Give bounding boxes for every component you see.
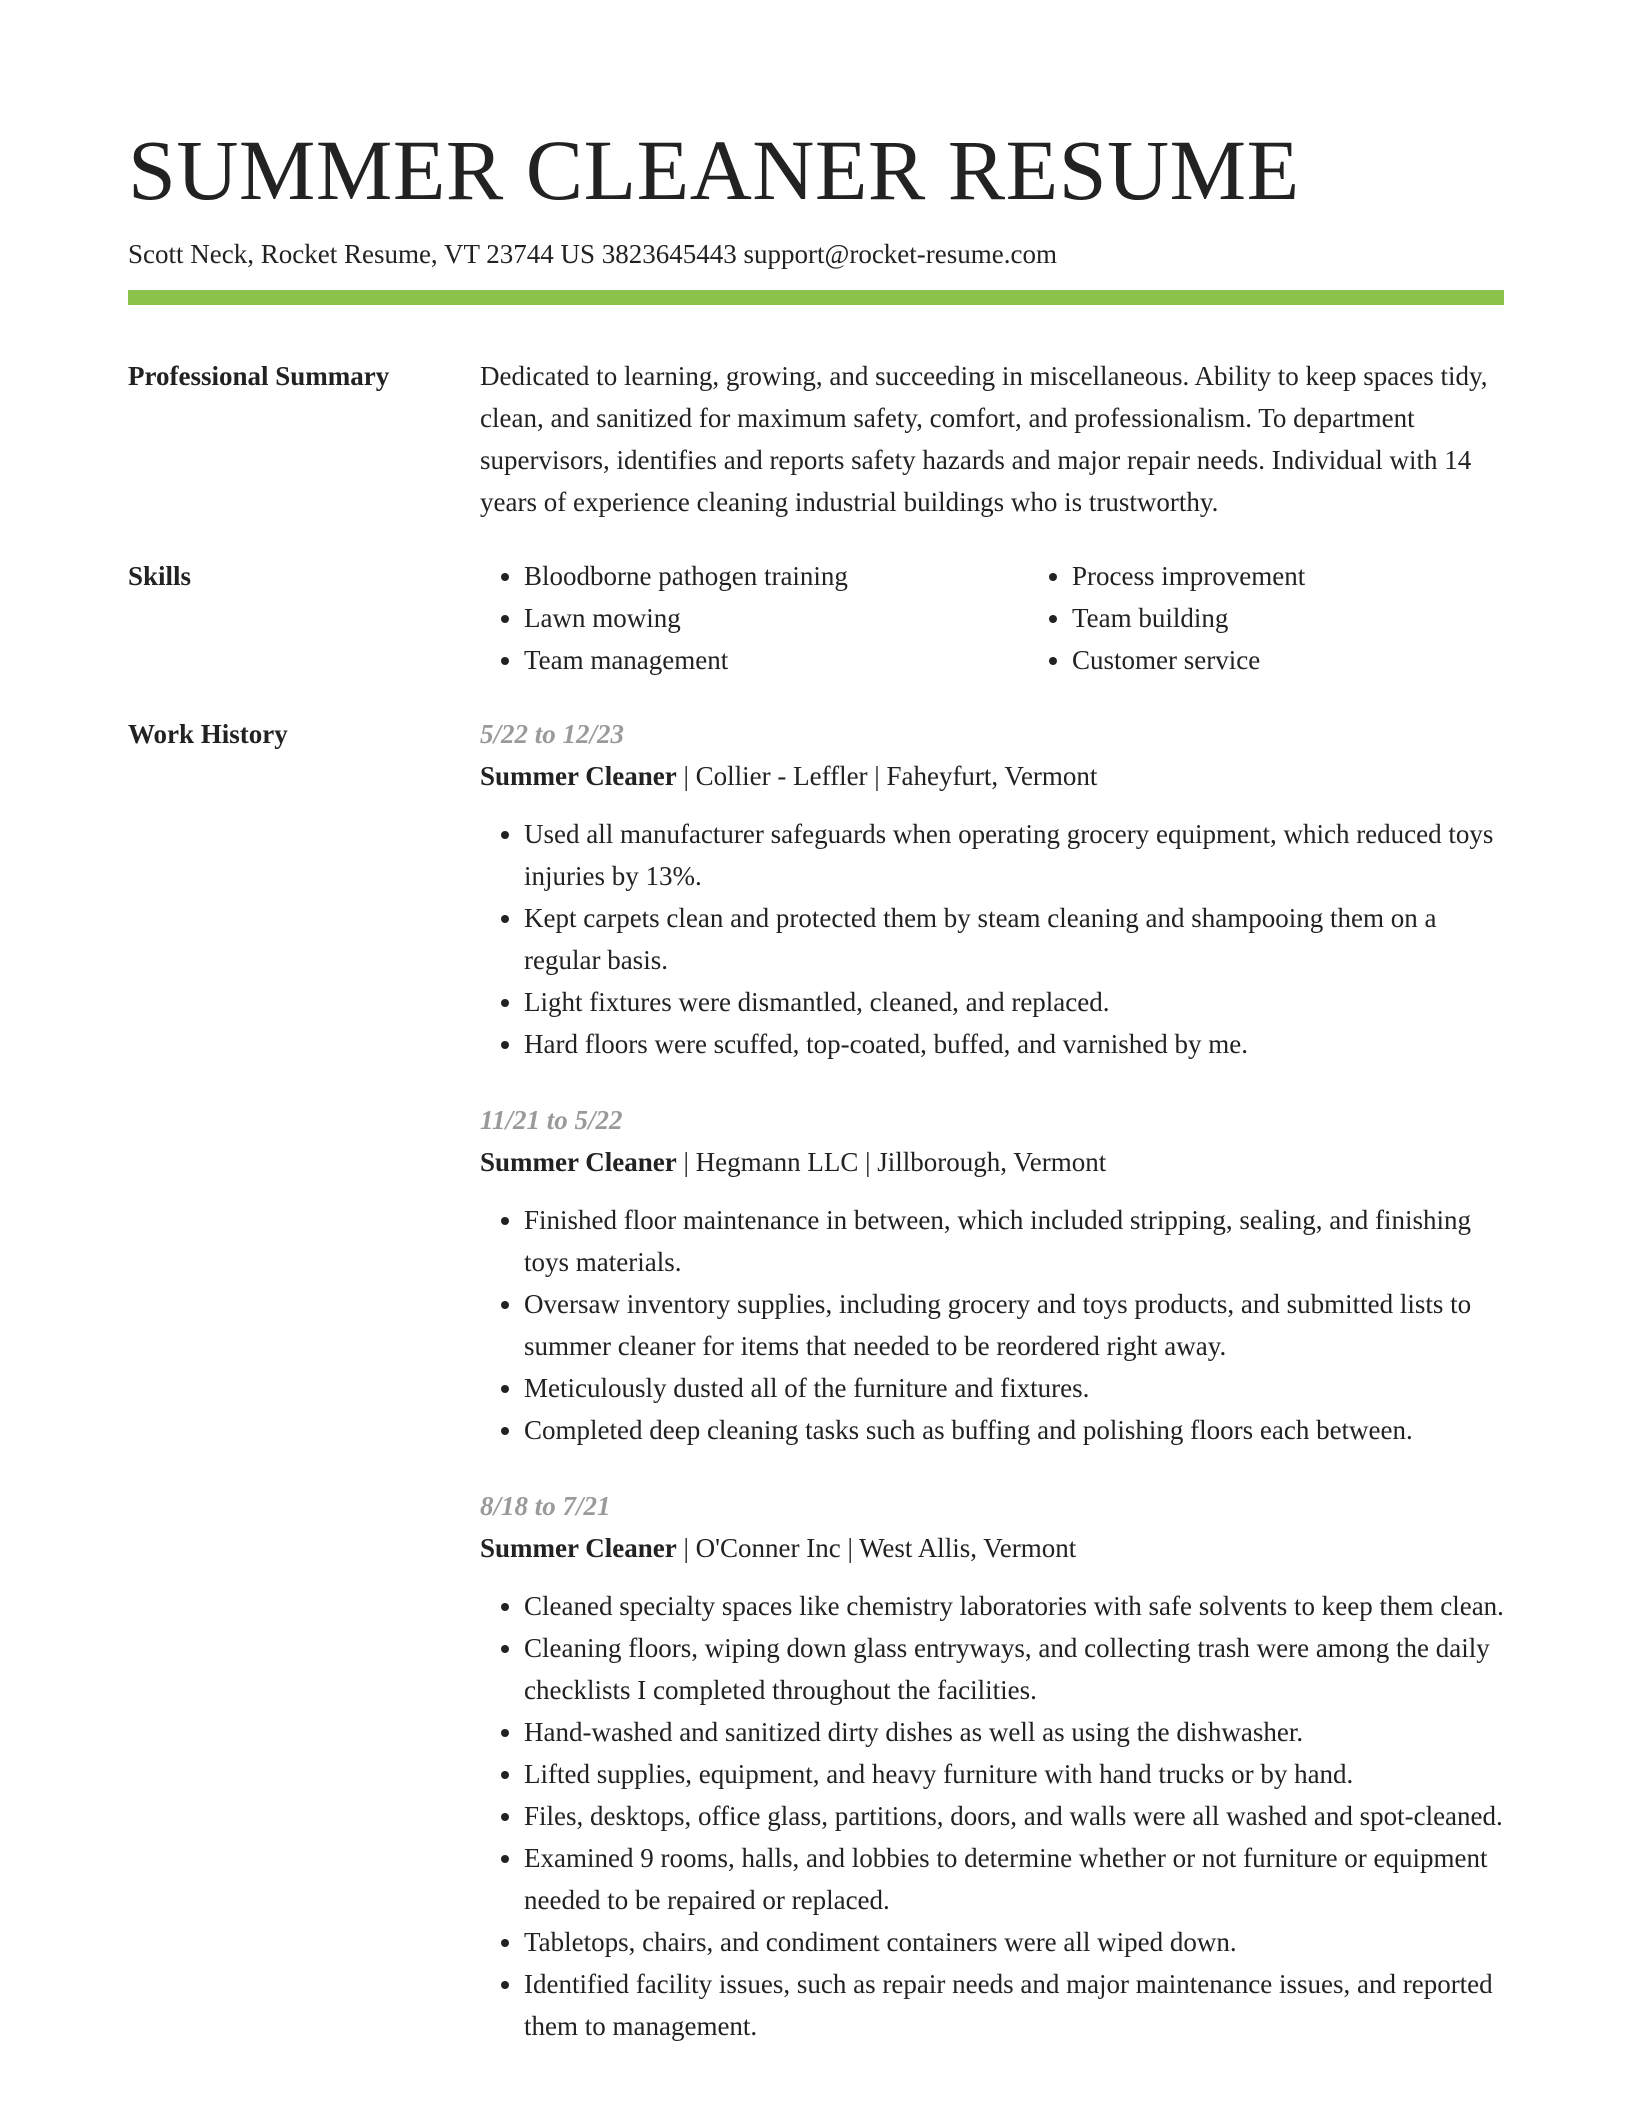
contact-phone: 3823645443 xyxy=(601,239,737,269)
job-bullet-list xyxy=(480,813,1504,1065)
skill-item: • Lawn mowing xyxy=(524,597,1028,639)
skill-item: • Customer service xyxy=(1072,639,1576,681)
job-bullet: • Completed deep cleaning tasks such as buffing and polishing floors each between. xyxy=(524,1409,1504,1451)
job-entry xyxy=(480,1099,1504,1451)
skills-grid xyxy=(480,555,1576,681)
job-bullet: • Meticulously dusted all of the furniture and fixtures. xyxy=(524,1367,1504,1409)
work-history-section xyxy=(128,713,1504,2047)
job-bullet: • Oversaw inventory supplies, including grocery and toys products, and submitted lists to summer cleaner for items that needed to be reordered right away. xyxy=(524,1283,1504,1367)
contact-line xyxy=(128,236,1504,272)
job-title-line xyxy=(480,1141,1504,1183)
job-bullet-list xyxy=(480,1199,1504,1451)
job-bullet: • Tabletops, chairs, and condiment containers were all wiped down. xyxy=(524,1921,1504,1963)
job-title: Summer Cleaner xyxy=(480,1147,677,1177)
contact-email: support@rocket-resume.com xyxy=(743,239,1057,269)
job-bullet: • Light fixtures were dismantled, cleaned, and replaced. xyxy=(524,981,1504,1023)
job-employer-location: | Hegmann LLC | Jillborough, Vermont xyxy=(676,1147,1107,1177)
skills-column-2 xyxy=(1028,555,1576,681)
job-dates: 5/22 to 12/23 xyxy=(480,719,625,749)
resume-page xyxy=(128,0,1504,2047)
job-title-line xyxy=(480,1527,1504,1569)
job-entry xyxy=(480,713,1504,1065)
job-bullet: • Kept carpets clean and protected them by steam cleaning and shampooing them on a regular basis. xyxy=(524,897,1504,981)
contact-name-address: Scott Neck, Rocket Resume, VT 23744 US xyxy=(128,239,595,269)
job-entry xyxy=(480,1485,1504,2047)
job-bullet: • Lifted supplies, equipment, and heavy furniture with hand trucks or by hand. xyxy=(524,1753,1504,1795)
job-dates: 8/18 to 7/21 xyxy=(480,1491,611,1521)
job-dates: 11/21 to 5/22 xyxy=(480,1105,623,1135)
job-bullet-list xyxy=(480,1585,1504,2047)
section-label-work-history: Work History xyxy=(128,719,288,749)
job-bullet: • Files, desktops, office glass, partitions, doors, and walls were all washed and spot-cleaned. xyxy=(524,1795,1504,1837)
skills-column-1 xyxy=(480,555,1028,681)
job-bullet: • Hard floors were scuffed, top-coated, buffed, and varnished by me. xyxy=(524,1023,1504,1065)
summary-text: Dedicated to learning, growing, and succeeding in miscellaneous. Ability to keep spaces tidy, clean, and sanitized for maximum safety, comfort, and professionalism. To department supervisors, identifies and reports safety hazards and major repair needs. Individual with 14 years of experience cleaning industrial buildings who is trustworthy. xyxy=(480,361,1488,517)
job-bullet: • Identified facility issues, such as repair needs and major maintenance issues, and reported them to management. xyxy=(524,1963,1504,2047)
skill-item: • Bloodborne pathogen training xyxy=(524,555,1028,597)
header-divider xyxy=(128,290,1504,305)
work-history-body xyxy=(480,713,1504,2047)
skills-section xyxy=(128,555,1504,681)
job-bullet: • Examined 9 rooms, halls, and lobbies to determine whether or not furniture or equipment needed to be repaired or replaced. xyxy=(524,1837,1504,1921)
job-employer-location: | O'Conner Inc | West Allis, Vermont xyxy=(676,1533,1077,1563)
job-bullet: • Cleaned specialty spaces like chemistry laboratories with safe solvents to keep them clean. xyxy=(524,1585,1504,1627)
job-title: Summer Cleaner xyxy=(480,1533,677,1563)
section-label-summary: Professional Summary xyxy=(128,361,390,391)
job-bullet: • Cleaning floors, wiping down glass entryways, and collecting trash were among the daily checklists I completed throughout the facilities. xyxy=(524,1627,1504,1711)
summary-body xyxy=(480,355,1504,523)
section-label-skills: Skills xyxy=(128,561,192,591)
skill-item: • Process improvement xyxy=(1072,555,1576,597)
job-employer-location: | Collier - Leffler | Faheyfurt, Vermont xyxy=(676,761,1098,791)
job-title: Summer Cleaner xyxy=(480,761,677,791)
skill-item: • Team building xyxy=(1072,597,1576,639)
job-title-line xyxy=(480,755,1504,797)
job-bullet: • Finished floor maintenance in between, which included stripping, sealing, and finishing toys materials. xyxy=(524,1199,1504,1283)
skill-item: • Team management xyxy=(524,639,1028,681)
professional-summary-section xyxy=(128,355,1504,523)
job-bullet: • Hand-washed and sanitized dirty dishes as well as using the dishwasher. xyxy=(524,1711,1504,1753)
page-title: SUMMER CLEANER RESUME xyxy=(128,122,1300,218)
job-bullet: • Used all manufacturer safeguards when operating grocery equipment, which reduced toys injuries by 13%. xyxy=(524,813,1504,897)
